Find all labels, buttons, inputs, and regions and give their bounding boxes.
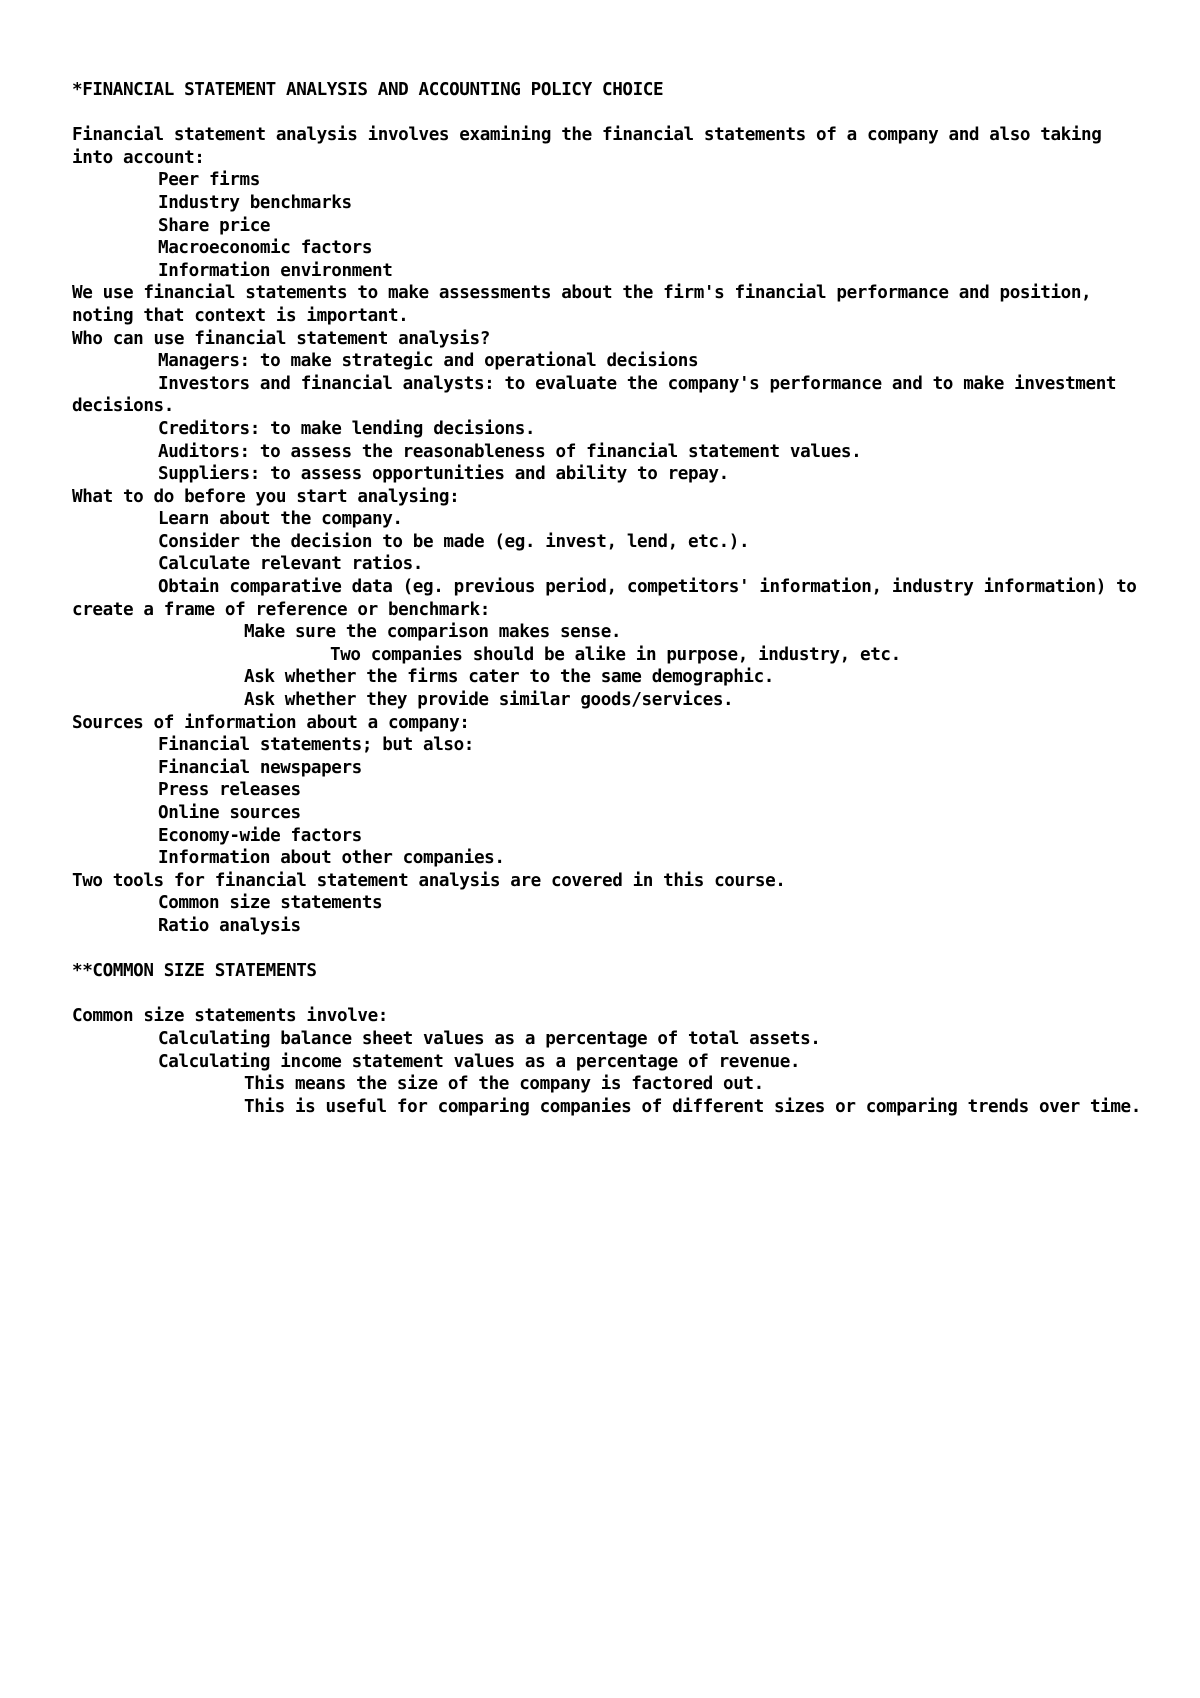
source-item: Financial newspapers — [158, 757, 362, 778]
tools-heading: Two tools for financial statement analysis are covered in this course. — [72, 870, 786, 891]
context-item: Industry benchmarks — [158, 192, 352, 213]
document-page — [72, 79, 1152, 1118]
common-note: This means the size of the company is factored out. — [244, 1074, 764, 1095]
intro-paragraph: Financial statement analysis involves examining the financial statements of a company and also taking into account: — [72, 125, 1112, 168]
comparison-subitem: Two companies should be alike in purpose, industry, etc. — [330, 644, 901, 665]
context-item: Macroeconomic factors — [158, 238, 373, 259]
user-item-wrapped — [72, 373, 1152, 418]
source-item: Financial statements; but also: — [158, 735, 474, 756]
context-item: Share price — [158, 215, 271, 236]
user-item: Auditors: to assess the reasonableness of financial statement values. — [158, 441, 862, 462]
blank-line — [72, 938, 1152, 961]
tool-item: Ratio analysis — [158, 915, 301, 936]
source-item: Press releases — [158, 780, 301, 801]
users-question: Who can use financial statement analysis? — [72, 328, 490, 349]
source-item: Information about other companies. — [158, 848, 505, 869]
common-item: Calculating income statement values as a percentage of revenue. — [158, 1051, 801, 1072]
common-note-text: This is useful for comparing companies of different sizes or comparing trends over time. — [244, 1096, 1141, 1117]
context-item: Peer firms — [158, 170, 260, 191]
sources-heading: Sources of information about a company: — [72, 712, 470, 733]
before-item-wrapped — [72, 576, 1152, 621]
context-item: Information environment — [158, 260, 393, 281]
user-item: Suppliers: to assess opportunities and ability to repay. — [158, 464, 729, 485]
before-item: Calculate relevant ratios. — [158, 554, 424, 575]
before-item: Learn about the company. — [158, 509, 403, 530]
before-item-text: Obtain comparative data (eg. previous period, competitors' information, industry information) to create a frame of reference or benchmark: — [72, 577, 1147, 620]
tool-item: Common size statements — [158, 893, 383, 914]
comparison-item: Ask whether they provide similar goods/services. — [244, 690, 734, 711]
before-item: Consider the decision to be made (eg. invest, lend, etc.). — [158, 531, 750, 552]
blank-line — [72, 102, 1152, 125]
source-item: Economy-wide factors — [158, 825, 362, 846]
comparison-item: Make sure the comparison makes sense. — [244, 622, 622, 643]
assessment-paragraph: We use financial statements to make assessments about the firm's financial performance and position, noting that context is important. — [72, 283, 1102, 326]
comparison-item: Ask whether the firms cater to the same demographic. — [244, 667, 775, 688]
section-heading-financial-statement-analysis: *FINANCIAL STATEMENT ANALYSIS AND ACCOUNTING POLICY CHOICE — [72, 80, 664, 100]
user-item: Creditors: to make lending decisions. — [158, 418, 536, 439]
source-item: Online sources — [158, 803, 301, 823]
common-item: Calculating balance sheet values as a percentage of total assets. — [158, 1028, 821, 1049]
user-item-text: Investors and financial analysts: to evaluate the company's performance and to make investment decisions. — [72, 373, 1127, 417]
common-intro: Common size statements involve: — [72, 1006, 388, 1027]
user-item: Managers: to make strategic and operational decisions — [158, 351, 699, 372]
section-heading-common-size-statements: **COMMON SIZE STATEMENTS — [72, 961, 317, 982]
common-note-wrapped — [72, 1096, 1152, 1119]
blank-line — [72, 983, 1152, 1006]
before-heading: What to do before you start analysing: — [72, 486, 460, 507]
